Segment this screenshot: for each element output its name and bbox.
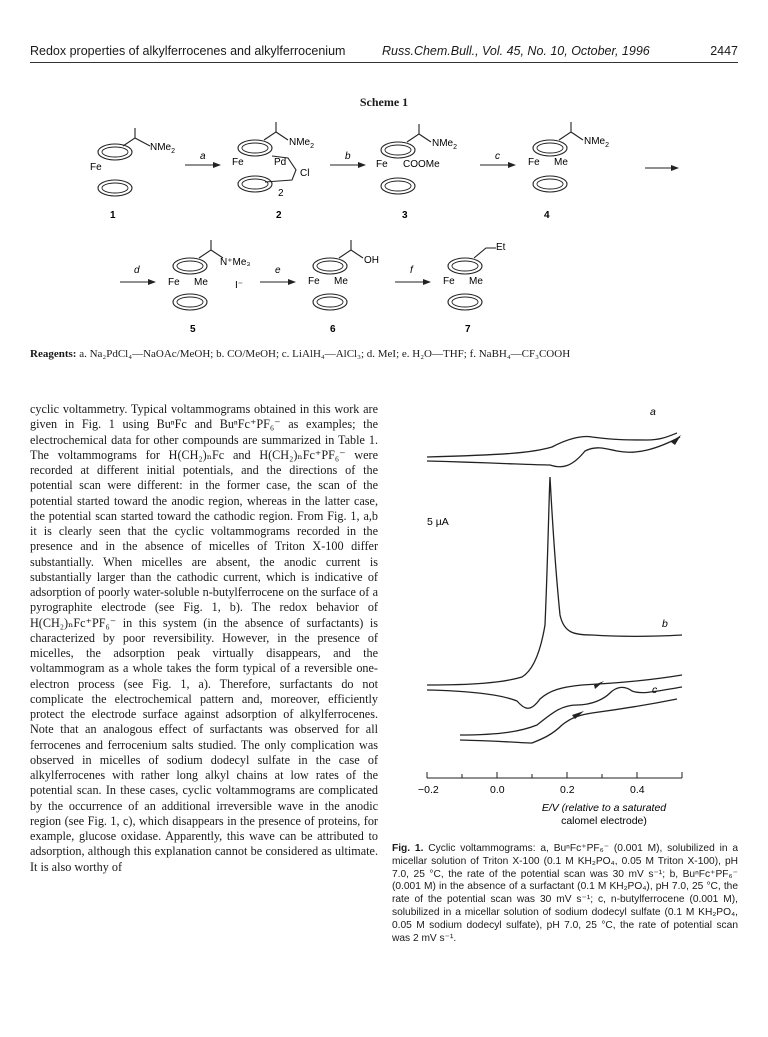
x-axis-label-line1: E/V (relative to a saturated (541, 802, 667, 814)
compound-number: 6 (330, 324, 336, 335)
header-page-number: 2447 (710, 44, 738, 58)
nme3-label: N⁺Me₃ (220, 257, 251, 268)
dimer-subscript: 2 (278, 188, 284, 199)
x-axis-label-line2: calomel electrode) (561, 815, 647, 827)
compound-7 (443, 242, 506, 335)
arrow-label-f: f (410, 265, 413, 276)
voltammogram-figure (392, 395, 738, 835)
compound-number: 5 (190, 324, 196, 335)
compound-4 (528, 122, 609, 221)
fe-label: Fe (90, 162, 102, 173)
voltammogram-b (427, 477, 682, 708)
cp-ring-bottom (238, 176, 272, 192)
body-text-column (30, 402, 378, 875)
tick-label: 0.4 (630, 784, 645, 796)
cp-ring-top (448, 258, 482, 274)
compound-2 (232, 122, 314, 221)
tick-label: 0.0 (490, 784, 505, 796)
nme2-label: NMe$_2$ (289, 137, 315, 150)
me-label: Me (194, 277, 208, 288)
nme2-label: NMe$_2$ (432, 138, 458, 151)
compound-6 (308, 240, 379, 335)
iodide-label: I⁻ (235, 280, 244, 291)
cp-ring-bottom (533, 176, 567, 192)
reagents-text: a. Na₂PdCl₄—NaOAc/MeOH; b. CO/MeOH; c. LiAlH₄—AlCl₃; d. MeI; e. H₂O—THF; f. NaBH₄—CF₃COOH (76, 348, 571, 360)
cp-ring-bottom (381, 178, 415, 194)
running-header (30, 44, 738, 64)
reaction-scheme (60, 110, 720, 335)
curve-label-c: c (652, 684, 658, 696)
arrow-label-d: d (134, 265, 140, 276)
cp-ring-top (173, 258, 207, 274)
oh-label: OH (364, 255, 379, 266)
arrow-label-b: b (345, 151, 351, 162)
cp-ring-top (98, 144, 132, 160)
fe-label: Fe (376, 159, 388, 170)
arrow-label-c: c (495, 151, 500, 162)
scheme-title: Scheme 1 (359, 95, 409, 109)
compound-number: 2 (276, 210, 282, 221)
compound-number: 1 (110, 210, 116, 221)
cp-ring-bottom (98, 180, 132, 196)
tick-label: −0.2 (418, 784, 439, 796)
me-label: Me (334, 276, 348, 287)
arrow-label-e: e (275, 265, 281, 276)
cp-ring-bottom (173, 294, 207, 310)
cp-ring-top (313, 258, 347, 274)
pd-label: Pd (274, 157, 287, 168)
nme2-label: NMe$_2$ (150, 142, 176, 155)
cl-label: Cl (300, 168, 310, 179)
scale-bar-label: 5 µA (427, 516, 449, 528)
body-paragraph: cyclic voltammetry. Typical voltammograms obtained in this work are given in Fig. 1 using BuⁿFc and BuⁿFc⁺PF₆⁻ as examples; the electrochemical data for other compounds are summarized in Table 1. The voltammograms for H(CH₂)ₙFc and H(CH₂)ₙFc⁺PF₆⁻ were recorded at different initial potentials, and the directions of the potential scan were different: in the former case, the scan of the potential started toward the anodic region, whereas in the latter case, the potential scan started toward the cathodic region. From Fig. 1, a,b it is clearly seen that the cyclic voltammograms recorded in the presence and in the absence of micelles of Triton X-100 differ substantially. When micelles are absent, the anodic current is substantially larger than the cathodic current, which is indicative of adsorption of poorly water-soluble n-butylferrocene on the surface of a pyrographite electrode (see Fig. 1, b). The redox behavior of H(CH₂)ₙFc⁺PF₆⁻ in this system (in the absence of surfactants) is characterized by poor reversibility. However, in the presence of micelles, the adsorption peak virtually disappears, and the voltammogram as a whole takes the form typical of a reversible one-electron process (see Fig. 1, a). Therefore, surfactants do not complicate the electrochemical pattern and, moreover, efficiently protect the electrode surface against adsorption of alkylferrocenes. Note that an analogous effect of surfactants was observed for all ferrocenes and ferrocenium salts studied. The only complication was observed in micelles of sodium dodecyl sulfate in the case of alkylferrocenes with rather long alkyl chains at low rates of the potential scan. In these cases, cyclic voltammograms are complicated by the occurrence of an additional irreversible wave in the anodic region (see Fig. 1, c), which disappears in the presence of proteins, for example, glucose oxidase. Apparently, this wave can be attributed to adsorption, although this explanation cannot be considered as ultimate. It is also worthy of (30, 402, 378, 874)
fe-label: Fe (308, 276, 320, 287)
voltammogram-c (460, 684, 682, 743)
fe-label: Fe (528, 157, 540, 168)
compound-number: 4 (544, 210, 550, 221)
me-label: Me (554, 157, 568, 168)
cp-ring-bottom (313, 294, 347, 310)
coome-label: COOMe (403, 159, 440, 170)
me-label: Me (469, 276, 483, 287)
compound-5 (168, 240, 250, 335)
fe-label: Fe (168, 277, 180, 288)
voltammogram-a (427, 406, 681, 467)
compound-number: 7 (465, 324, 471, 335)
header-rule (30, 62, 738, 63)
compound-1 (90, 128, 175, 221)
tick-label: 0.2 (560, 784, 575, 796)
caption-label: Fig. 1. (392, 843, 424, 854)
caption-text: Cyclic voltammograms: a, BuⁿFc⁺PF₆⁻ (0.001 M), solubilized in a micellar solution of Triton X-100 (0.1 M KH₂PO₄, 0.05 M Triton X-100), pH 7.0, 25 °C, the rate of the potential scan was 30 mV s⁻¹; b, BuⁿFc⁺PF₆⁻ (0.001 M) in the absence of a surfactant (0.1 M KH₂PO₄), pH 7.0, 25 °C, the rate of the potential scan was 30 mV s⁻¹; c, n-butylferrocene (0.001 M), solubilized in a micellar solution of sodium dodecyl sulfate (0.1 M KH₂PO₄, 0.05 M sodium dodecyl sulfate), pH 7.0, 25 °C, the rate of potential scan was 2 mV s⁻¹. (392, 843, 738, 944)
cp-ring-top (238, 140, 272, 156)
header-article-title: Redox properties of alkylferrocenes and alkylferrocenium (30, 44, 346, 58)
fe-label: Fe (232, 157, 244, 168)
cp-ring-bottom (448, 294, 482, 310)
curve-label-b: b (662, 618, 668, 630)
nme2-label: NMe$_2$ (584, 136, 610, 149)
x-axis (418, 772, 682, 827)
figure-caption (392, 843, 738, 945)
reagents-label: Reagents: (30, 348, 77, 360)
curve-label-a: a (650, 406, 656, 418)
cp-ring-top (381, 142, 415, 158)
compound-number: 3 (402, 210, 408, 221)
reagents-line (30, 348, 738, 360)
et-label: Et (496, 242, 506, 253)
compound-3 (376, 124, 457, 221)
arrow-label-a: a (200, 151, 206, 162)
fe-label: Fe (443, 276, 455, 287)
header-journal: Russ.Chem.Bull., Vol. 45, No. 10, October, 1996 (382, 44, 650, 58)
cp-ring-top (533, 140, 567, 156)
